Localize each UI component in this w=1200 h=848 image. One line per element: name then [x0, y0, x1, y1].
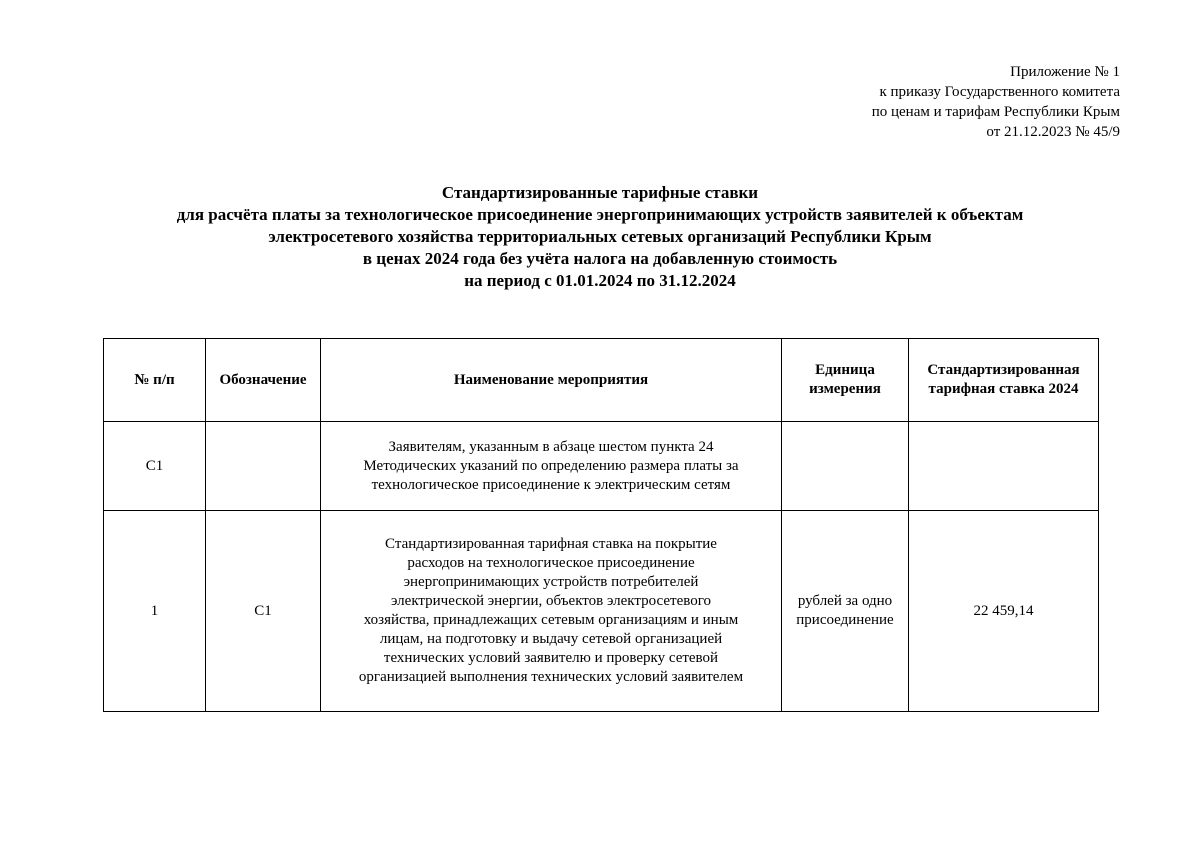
- tariff-table: [103, 338, 1099, 712]
- header-code: Обозначение: [206, 339, 321, 422]
- cell-unit-line: присоединение: [796, 612, 894, 628]
- title-line: для расчёта платы за технологическое присоединение энергопринимающих устройств заявителей к объектам: [176, 205, 1024, 224]
- table-row: [104, 511, 1099, 712]
- cell-name-line: Заявителям, указанным в абзаце шестом пункта 24: [388, 438, 714, 455]
- title-line: на период с 01.01.2024 по 31.12.2024: [464, 271, 736, 290]
- cell-code: С1: [206, 511, 321, 712]
- appendix-line: по ценам и тарифам Республики Крым: [871, 104, 1120, 120]
- title-line: Стандартизированные тарифные ставки: [441, 183, 759, 202]
- cell-name-line: лицам, на подготовку и выдачу сетевой организацией: [379, 631, 723, 647]
- appendix-line: Приложение № 1: [1010, 64, 1120, 80]
- cell-name-line: Стандартизированная тарифная ставка на покрытие: [385, 536, 717, 552]
- title-line: электросетевого хозяйства территориальных сетевых организаций Республики Крым: [268, 227, 932, 246]
- cell-rate: 22 459,14: [909, 511, 1099, 712]
- cell-name-line: хозяйства, принадлежащих сетевым организациям и иным: [363, 612, 739, 628]
- title-line: в ценах 2024 года без учёта налога на добавленную стоимость: [362, 249, 838, 268]
- table-row: [104, 422, 1099, 511]
- header-unit-line: Единица: [815, 362, 875, 378]
- header-num: № п/п: [104, 339, 206, 422]
- header-name: Наименование мероприятия: [321, 339, 782, 422]
- cell-unit-line: рублей за одно: [797, 593, 893, 609]
- cell-rate: [909, 422, 1099, 511]
- cell-unit: [782, 422, 909, 511]
- header-rate-line: Стандартизированная: [927, 362, 1080, 378]
- appendix-header: [700, 62, 1120, 142]
- appendix-line: от 21.12.2023 № 45/9: [986, 124, 1120, 140]
- cell-num: 1: [104, 511, 206, 712]
- cell-name-line: энергопринимающих устройств потребителей: [403, 574, 699, 590]
- document-title: [60, 182, 1140, 292]
- header-unit-line: измерения: [809, 381, 881, 397]
- cell-name-line: организацией выполнения технических условий заявителем: [358, 669, 744, 685]
- cell-name-line: технологическое присоединение к электрическим сетям: [371, 476, 731, 493]
- cell-name-line: электрической энергии, объектов электросетевого: [391, 593, 711, 609]
- cell-name-line: технических условий заявителю и проверку сетевой: [383, 650, 719, 666]
- header-rate-line: тарифная ставка 2024: [928, 381, 1079, 397]
- appendix-line: к приказу Государственного комитета: [879, 84, 1120, 100]
- header-unit: [782, 339, 909, 422]
- table-header-row: [104, 339, 1099, 422]
- cell-unit: [782, 511, 909, 712]
- cell-name: [321, 422, 782, 511]
- cell-code: [206, 422, 321, 511]
- header-rate: [909, 339, 1099, 422]
- cell-name-line: Методических указаний по определению размера платы за: [363, 457, 739, 474]
- cell-name: [321, 511, 782, 712]
- cell-num: С1: [104, 422, 206, 511]
- cell-name-line: расходов на технологическое присоединение: [407, 555, 695, 571]
